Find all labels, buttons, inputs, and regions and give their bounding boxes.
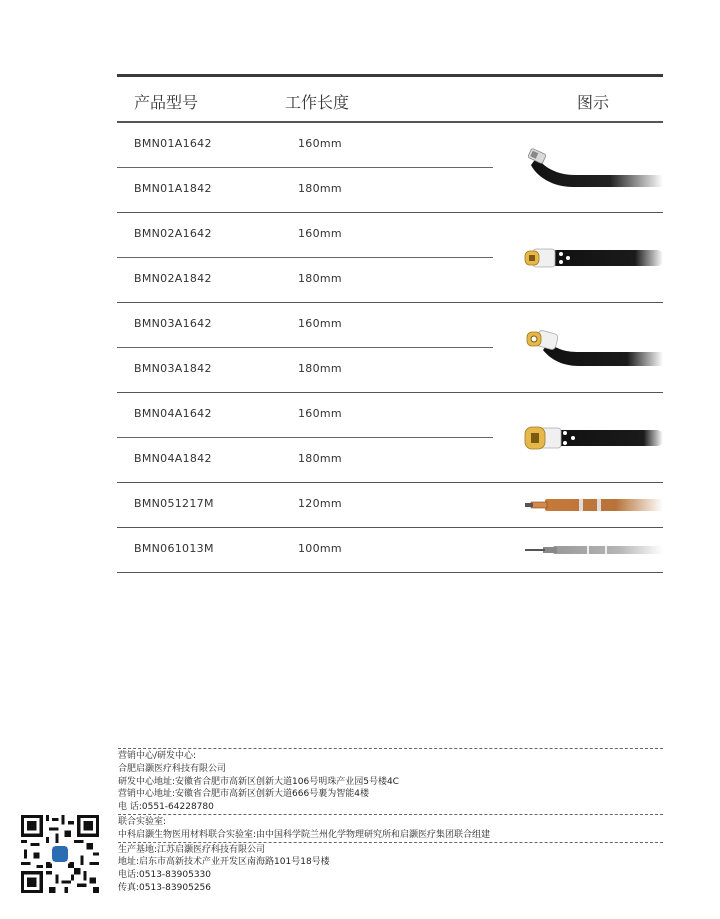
product-table [117,74,663,573]
product-group [117,393,663,483]
model-cell: BMN02A1642 [134,227,212,240]
qr-code-icon [21,815,99,893]
length-cell: 120mm [298,497,342,510]
length-cell: 160mm [298,317,342,330]
footer-line: 生产基地:江苏启灏医疗科技有限公司 [118,844,266,855]
product-group [117,123,663,213]
model-cell: BMN04A1842 [134,452,212,465]
production-block [118,842,663,895]
footer-line: 电话:0513-83905330 [118,870,211,881]
product-group [117,528,663,573]
table-row [117,303,493,348]
model-cell: BMN061013M [134,542,214,555]
footer-line: 电 话:0551-64228780 [118,802,214,813]
model-cell: BMN03A1842 [134,362,212,375]
footer-line: 地址:启东市高新技术产业开发区南海路101号18号楼 [118,857,330,868]
length-cell: 160mm [298,227,342,240]
model-cell: BMN01A1642 [134,137,212,150]
footer-line: 中科启灏生物医用材料联合实验室:由中国科学院兰州化学物理研究所和启灏医疗集团联合组建 [118,829,491,840]
header-length: 工作长度 [285,93,350,112]
footer-line: 研发中心地址:安徽省合肥市高新区创新大道106号明珠产业园5号楼4C [118,776,399,787]
lab-block [118,814,663,842]
footer-line: 营销中心/研发中心: [118,751,197,761]
length-cell: 180mm [298,452,342,465]
footer-line: 营销中心地址:安徽省合肥市高新区创新大道666号裹为智能4楼 [118,789,369,800]
probe-ring-tip-icon [523,326,663,370]
probe-curved-tip-icon [523,145,663,191]
footer-line: 联合实验室: [118,816,167,827]
table-row [117,393,493,438]
model-cell: BMN03A1642 [134,317,212,330]
model-cell: BMN01A1842 [134,182,212,195]
product-group [117,213,663,303]
probe-wide-gold-tip-icon [523,418,663,458]
probe-copper-shaft-icon [523,493,663,517]
length-cell: 160mm [298,137,342,150]
length-cell: 180mm [298,362,342,375]
header-model: 产品型号 [134,93,199,112]
contact-info [118,748,663,895]
length-cell: 180mm [298,272,342,285]
product-group [117,483,663,528]
probe-gold-tip-icon [523,238,663,278]
length-cell: 160mm [298,407,342,420]
table-header [117,77,663,123]
table-row [117,213,493,258]
table-row [117,123,493,168]
product-group [117,303,663,393]
footer-line: 合肥启灏医疗科技有限公司 [118,763,227,774]
marketing-block [118,748,663,814]
model-cell: BMN051217M [134,497,214,510]
probe-needle-icon [523,540,663,560]
model-cell: BMN04A1642 [134,407,212,420]
model-cell: BMN02A1842 [134,272,212,285]
length-cell: 180mm [298,182,342,195]
footer-line: 传真:0513-83905256 [118,882,211,893]
length-cell: 100mm [298,542,342,555]
header-image: 图示 [577,93,610,112]
